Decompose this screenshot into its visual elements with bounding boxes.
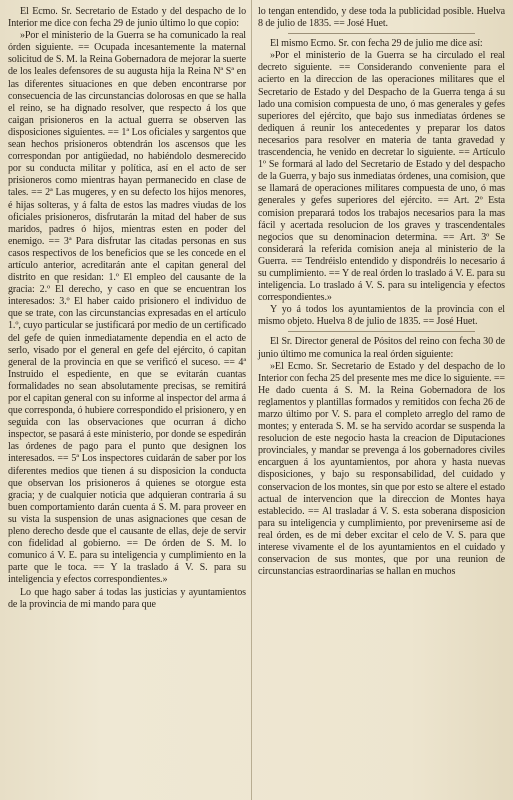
- paragraph-decree: »Por el ministerio de la Guerra se ha circulado el real decreto siguiente. == Considerando conveniente para el acierto en la direccion de las operaciones militares que el Secretario de Estado y del Despacho de la Guerra tenga á su lado una comision compuesta de uno, ó mas generales y gefes superiores del ejército, que bajo sus inmediatas órdenes se dediquen á reunir los antecedentes y preparar los datos necesarios para resolver en materia de tanta gravedad y trascendencia, he venido en decretar lo siguiente. == Artículo 1º Se formará al lado del Secretario de Estado y del despacho de la Guerra, y bajo sus inmediatas órdenes, una comision, que se llamará de operaciones militares compuesta de uno, ó mas generales y gefes superiores del ejército. == Art. 2º Esta comision preparará todos los trabajos necesarios para la mas fácil y acertada resolucion de los graves y trascendentales negocios que su denominacion determina. == Art. 3º Se considerará la referida comision aneja al ministerio de la Guerra. == Tendréislo entendido y dispondréis lo necesario á su cumplimiento. == Y de real órden lo traslado á V. E. para su inteligencia. Lo traslado á V. S. para su inteligencia y efectos correspondientes.»: [258, 50, 505, 304]
- section-separator: [288, 331, 475, 332]
- paragraph-closing: Lo que hago saber á todas las justicias y ayuntamientos de la provincia de mi mando para que: [8, 586, 246, 610]
- paragraph-continuation: lo tengan entendido, y dese toda la publicidad posible. Huelva 8 de julio de 1835. == José Huet.: [258, 6, 505, 30]
- paragraph-decree-intro: El mismo Ecmo. Sr. con fecha 29 de julio me dice así:: [270, 38, 483, 50]
- paragraph-war-order: »Por el ministerio de la Guerra se ha comunicado la real órden siguiente. == Ocupada incesantemente la maternal solicitud de S. M. la Reina Gobernadora de mejorar la suerte de los leales defensores de su augusta hija la Reina Nª Sª en las diferentes situaciones en que deben encontrarse por consecuencia de las circunstancias dolorosas en que se halla el reino, se ha dignado resolver, que respecto á los que caigan prisioneros en la actual guerra se observen las disposiciones siguientes. == 1ª Los oficiales y sargentos que sean hechos prisioneros obtendrán los ascensos que les correspondan por antigüedad, no habiéndolo desmerecido por su conducta militar y política, así en el acto de ser prisioneros como mientras hayan permanecido en clase de tales. == 2ª Las mugeres, y en su defecto los hijos menores, é hijas solteras, y á falta de estos las madres viudas de los oficiales prisioneros, disfrutarán la mitad del haber de sus maridos, padres ó hijos, mientras esten en poder del enemigo. == 3ª Para disfrutar las citadas personas en sus casos respectivos de los beneficios que se les concede en el artículo anterior, acreditarán ante el capitan general del distrito en que residan: 1.º El empleo del causante de la gracia: 2.º El derecho, y caso en que se encuentran los interesados: 3.º El haber caido prisionero el individuo de que se trate, con las circunstancias expresadas en el artículo 1.º, cuyo particular se justificará por medio de un certificado del gefe de quien inmediatamente dependia en el acto de serlo, visado por el general en gefe del ejército, ó capitan general de la provincia en que se verificó el suceso. == 4ª Instruido el espediente, en que se evitarán cuantas formalidades no sean absolutamente precisas, se remitirá por el capitan general con su informe al inspector del arma á que corresponda, ó hubiere correspondido el prisionero, y en seguida con las observaciones que ocurran á dicho inspector, se pasará á este ministerio, por donde se espedirán las órdenes de pago para el punto que designen los interesados. == 5ª Los inspectores cuidarán de saber por los diferentes medios que tienen á su disposicion la conducta que observan los prisioneros á quienes se otorgue esta gracia; y de cualquier noticia que adquieran contraria á su buen comportamiento darán cuenta á S. M. para proveer en su vista la suspension de unas asignaciones que cesan de pleno derecho desde que el causante de ellas, deje de servir con fidelidad al gobierno. == De órden de S. M. lo comunico á V. E. para su inteligencia y cumplimiento en la parte que le toca. == Y la traslado á V. S. para su inteligencia y efectos correspondientes.»: [8, 30, 246, 586]
- left-column: [8, 6, 246, 611]
- section-separator: [288, 33, 475, 34]
- paragraph-montes-order: »El Ecmo. Sr. Secretario de Estado y del despacho de lo Interior con fecha 25 del presente mes me dice lo siguiente. == He dado cuenta á S. M. la Reina Gobernadora de los reglamentos y plantillas formados y remitidos con fecha 26 de marzo último por V. S. para el completo arreglo del ramo de montes; y enterada S. M. se ha servido acordar se suspenda la resolucion de este negocio hasta la creacion de Diputaciones provinciales, y mandar se prevenga á los gobernadores civiles encarguen á los ayuntamientos, por ahora y hasta nuevas disposiciones, y bajo su responsabilidad, del cuidado y conservacion de los montes, sin que por esto se altere el estado actual de intervencion que la direccion de Montes haya establecido. == Al trasladar á V. S. esta soberana disposicion para su inteligencia y cumplimiento, por prevenirseme así de real órden, es de mi deber excitar el celo de V. S. para que interese vivamente el de los ayuntamientos en el cuidado y conservacion de sus montes, que por una reunion de circunstancias estraordinarias se hallan en muchos: [258, 360, 505, 578]
- paragraph-positos-intro: El Sr. Director general de Pósitos del reino con fecha 30 de junio último me comunica la real órden siguiente:: [258, 336, 505, 360]
- paragraph-decree-closing: Y yo á todos los ayuntamientos de la provincia con el mismo objeto. Huelva 8 de julio de 1835. == José Huet.: [258, 304, 505, 328]
- right-column: [258, 6, 505, 578]
- column-divider: [251, 0, 252, 800]
- paragraph-intro: El Ecmo. Sr. Secretario de Estado y del despacho de lo Interior me dice con fecha 29 de junio último lo que copio:: [8, 6, 246, 30]
